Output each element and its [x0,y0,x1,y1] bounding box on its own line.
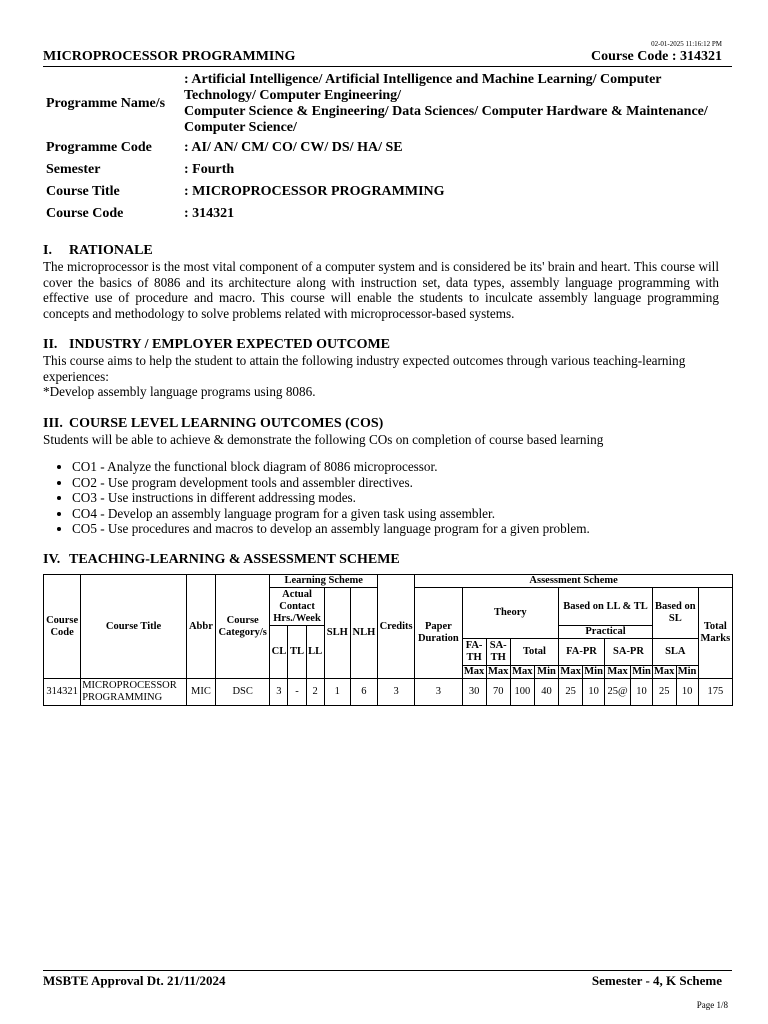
section-number: IV. [43,552,61,567]
print-timestamp: 02-01-2025 11:16:12 PM [651,40,722,48]
semester-label: Semester [46,162,101,177]
cell-tl: - [288,679,306,706]
section-rationale-heading [43,243,153,259]
col-theory: Theory [462,588,559,639]
cos-list [43,459,590,537]
section-cos-heading [43,416,383,432]
col-based-on-ll-tl: Based on LL & TL [559,588,653,626]
col-tl: TL [288,626,306,679]
programme-name-value [181,71,733,137]
cell-total-min: 40 [534,679,558,706]
cos-item: • CO4 - Develop an assembly language program for a given task using assembler. [72,506,590,522]
cell-sla-max: 25 [652,679,676,706]
col-based-on-sl: Based on SL [652,588,698,639]
cos-item: • CO1 - Analyze the functional block diagram of 8086 microprocessor. [72,459,590,475]
col-min: Min [677,666,697,677]
cos-item: • CO3 - Use instructions in different addressing modes. [72,490,590,506]
col-course-code: Course Code [44,575,81,679]
header-rule [43,66,732,67]
cell-fa-th-max: 30 [462,679,486,706]
col-abbr: Abbr [186,575,215,679]
cell-sa-pr-min: 10 [631,679,653,706]
outcome-intro: This course aims to help the student to attain the following industry expected outcomes through various teaching-learning experiences: [43,353,686,384]
col-theory-total: Total [510,639,558,666]
course-code-label: Course Code [46,206,124,221]
cell-paper-duration: 3 [415,679,462,706]
col-max: Max [463,666,485,677]
col-category: Course Category/s [216,575,270,679]
section-number: III. [43,416,63,431]
section-title: TEACHING-LEARNING & ASSESSMENT SCHEME [69,552,400,567]
col-max: Max [560,666,581,677]
teaching-assessment-scheme-table [43,574,733,706]
col-sla: SLA [652,639,698,666]
section-number: I. [43,243,52,258]
section-title: RATIONALE [69,243,153,258]
footer-rule [43,970,732,971]
col-min: Min [632,666,651,677]
programme-info-table [43,71,733,225]
col-nlh: NLH [350,588,377,679]
col-paper-duration: Paper Duration [415,588,462,679]
col-total-marks: Total Marks [698,588,732,679]
col-sa-pr: SA-PR [605,639,653,666]
cos-intro: Students will be able to achieve & demonstrate the following COs on completion of course based learning [43,432,604,447]
cell-sa-th-max: 70 [486,679,510,706]
col-practical: Practical [559,626,653,639]
col-assessment-scheme: Assessment Scheme [415,575,733,588]
cell-sa-pr-max: 25@ [605,679,631,706]
footer-semester-scheme: Semester - 4, K Scheme [591,973,722,988]
col-sa-th: SA-TH [486,639,510,666]
section-scheme-heading [43,552,400,568]
col-actual-contact: Actual Contact Hrs./Week [270,588,324,626]
col-max: Max [488,666,509,677]
programme-code-label: Programme Code [46,140,152,155]
header-course-code: Course Code : 314321 [590,49,722,64]
cell-abbr: MIC [186,679,215,706]
col-cl: CL [270,626,288,679]
programme-name-label: Programme Name/s [46,96,166,111]
section-title: INDUSTRY / EMPLOYER EXPECTED OUTCOME [69,337,391,352]
cos-item: • CO2 - Use program development tools and assembler directives. [72,475,590,491]
col-learning-scheme: Learning Scheme [270,575,378,588]
semester-value: : Fourth [184,162,235,177]
footer-approval-date: MSBTE Approval Dt. 21/11/2024 [43,973,226,988]
col-min: Min [584,666,603,677]
header-course-title: MICROPROCESSOR PROGRAMMING [43,49,296,64]
cos-item: • CO5 - Use procedures and macros to develop an assembly language program for a given problem. [72,521,590,537]
col-course-title: Course Title [81,575,187,679]
cell-fa-pr-max: 25 [559,679,583,706]
cell-nlh: 6 [350,679,377,706]
programme-code-value: : AI/ AN/ CM/ CO/ CW/ DS/ HA/ SE [184,140,403,155]
cell-fa-pr-min: 10 [583,679,605,706]
col-slh: SLH [324,588,350,679]
cell-course-title: MICROPROCESSOR PROGRAMMING [81,679,187,706]
col-max: Max [654,666,675,677]
col-max: Max [605,666,631,679]
section-number: II. [43,337,58,352]
cell-slh: 1 [324,679,350,706]
section-title: COURSE LEVEL LEARNING OUTCOMES (COS) [69,416,384,431]
col-credits: Credits [378,575,415,679]
cell-course-code: 314321 [44,679,81,706]
cell-cl: 3 [270,679,288,706]
programme-name-line-2: Computer Science & Engineering/ Data Sciences/ Computer Hardware & Maintenance/ Computer Science/ [184,104,708,135]
outcome-item: *Develop assembly language programs using 8086. [43,384,316,400]
col-fa-pr: FA-PR [559,639,605,666]
rationale-text: The microprocessor is the most vital component of a computer system and is considered be its' brain and heart. This course will cover the basics of 8086 and its architecture along with instruction set, data types, assembly language programming with effective use of procedure and macro. This course will enable the students to inculcate assembly language programming concepts and methodology to solve problems related with microprocessor-based systems. [43,259,719,321]
course-title-label: Course Title [46,184,120,199]
cell-credits: 3 [378,679,415,706]
cell-sla-min: 10 [676,679,698,706]
course-title-value: : MICROPROCESSOR PROGRAMMING [184,184,445,199]
col-ll: LL [306,626,324,679]
table-row [44,679,733,706]
outcome-text [43,353,719,400]
course-code-value: : 314321 [184,206,235,221]
section-outcome-heading [43,337,390,353]
cell-total-max: 100 [510,679,534,706]
col-min: Min [534,666,558,679]
cell-total-marks: 175 [698,679,732,706]
col-max: Max [512,666,533,677]
cell-ll: 2 [306,679,324,706]
programme-name-line-1: : Artificial Intelligence/ Artificial Intelligence and Machine Learning/ Computer Technology/ Computer Engineering/ [184,72,662,103]
col-fa-th: FA-TH [462,639,486,666]
cell-category: DSC [216,679,270,706]
page-number: Page 1/8 [696,1000,728,1010]
